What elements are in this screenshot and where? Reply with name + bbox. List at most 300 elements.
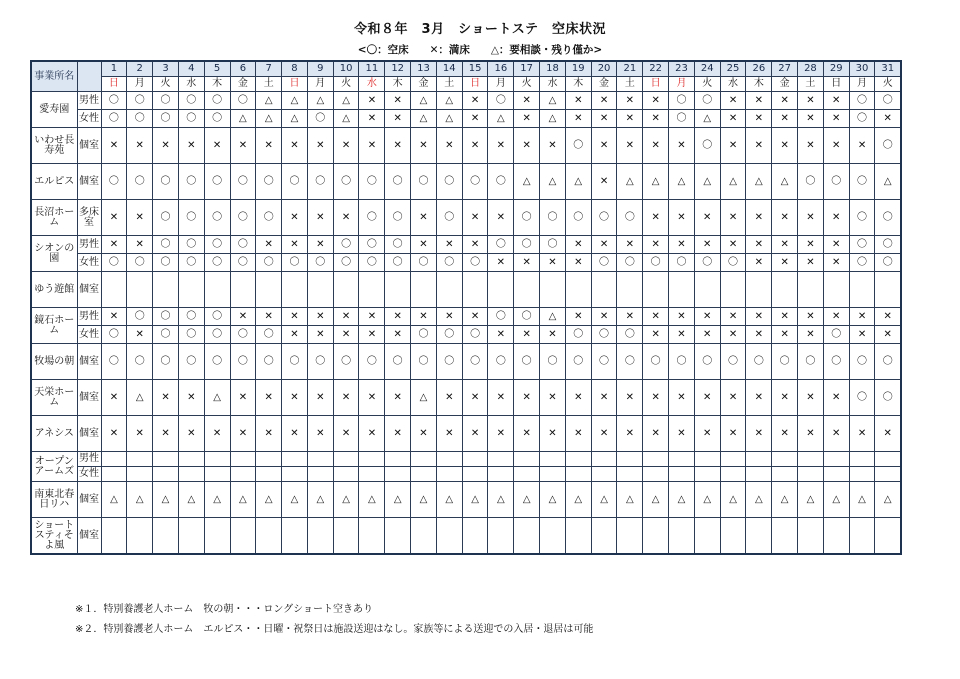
status-cell: ✕ [514, 326, 540, 344]
status-cell: ✕ [720, 200, 746, 236]
status-cell [823, 467, 849, 482]
status-cell [153, 467, 179, 482]
status-cell: 〇 [849, 236, 875, 254]
status-cell: ✕ [514, 110, 540, 128]
status-cell: 〇 [565, 128, 591, 164]
status-cell [204, 518, 230, 555]
status-cell [282, 452, 308, 467]
status-cell: ✕ [746, 380, 772, 416]
status-cell: ✕ [230, 380, 256, 416]
status-cell: ✕ [385, 416, 411, 452]
status-cell: △ [256, 110, 282, 128]
status-cell [256, 467, 282, 482]
day-header: 28 [798, 61, 824, 77]
status-cell [669, 272, 695, 308]
status-cell [101, 518, 127, 555]
status-cell: 〇 [230, 164, 256, 200]
status-cell: ✕ [411, 200, 437, 236]
status-cell: △ [694, 110, 720, 128]
status-cell: 〇 [849, 164, 875, 200]
status-cell: ✕ [798, 92, 824, 110]
status-cell: △ [411, 380, 437, 416]
status-cell: △ [204, 482, 230, 518]
status-cell: ✕ [462, 110, 488, 128]
status-cell: ✕ [488, 326, 514, 344]
status-cell: 〇 [849, 344, 875, 380]
status-cell: 〇 [153, 200, 179, 236]
weekday-header: 日 [823, 77, 849, 92]
day-header: 27 [772, 61, 798, 77]
facility-name: 天栄ホーム [31, 380, 77, 416]
status-cell: ✕ [436, 416, 462, 452]
status-cell: ✕ [462, 92, 488, 110]
status-cell: ✕ [823, 254, 849, 272]
status-cell: 〇 [436, 164, 462, 200]
status-cell [153, 452, 179, 467]
status-cell: ✕ [669, 236, 695, 254]
status-cell: ✕ [385, 326, 411, 344]
status-cell [230, 272, 256, 308]
status-cell [333, 518, 359, 555]
footnote-1: ※１．特別養護老人ホーム 牧の朝・・・ロングショート空きあり [75, 604, 373, 615]
status-cell: ✕ [282, 200, 308, 236]
status-cell: 〇 [720, 344, 746, 380]
status-cell: ✕ [565, 416, 591, 452]
status-cell: 〇 [204, 326, 230, 344]
status-cell: ✕ [694, 380, 720, 416]
room-type: 女性 [77, 110, 101, 128]
status-cell: 〇 [669, 92, 695, 110]
facility-row [31, 200, 901, 236]
status-cell: ✕ [540, 380, 566, 416]
status-cell: △ [540, 164, 566, 200]
status-cell [359, 452, 385, 467]
facility-name: 愛寿園 [31, 92, 77, 128]
status-cell [772, 452, 798, 467]
day-header: 9 [307, 61, 333, 77]
status-cell: ✕ [256, 236, 282, 254]
status-cell: 〇 [101, 326, 127, 344]
status-cell [514, 467, 540, 482]
status-cell: ✕ [849, 416, 875, 452]
facility-name: 長沼ホーム [31, 200, 77, 236]
weekday-header: 木 [385, 77, 411, 92]
status-cell: 〇 [875, 380, 901, 416]
weekday-header: 木 [746, 77, 772, 92]
status-cell: △ [230, 110, 256, 128]
status-cell: ✕ [720, 308, 746, 326]
status-cell: ✕ [488, 200, 514, 236]
status-cell: △ [153, 482, 179, 518]
status-cell: 〇 [230, 326, 256, 344]
status-cell: ✕ [591, 308, 617, 326]
status-cell: ✕ [849, 326, 875, 344]
status-cell [153, 518, 179, 555]
facility-row [31, 416, 901, 452]
status-cell: ✕ [307, 236, 333, 254]
day-header: 16 [488, 61, 514, 77]
day-header: 5 [204, 61, 230, 77]
status-cell: ✕ [746, 110, 772, 128]
status-cell: △ [669, 482, 695, 518]
facility-row [31, 308, 901, 326]
room-type: 女性 [77, 254, 101, 272]
status-cell: △ [436, 482, 462, 518]
status-cell: ✕ [204, 416, 230, 452]
status-cell: ✕ [591, 110, 617, 128]
status-cell: 〇 [849, 200, 875, 236]
status-cell: 〇 [153, 164, 179, 200]
status-cell [411, 518, 437, 555]
status-cell: 〇 [617, 344, 643, 380]
status-cell: ✕ [101, 128, 127, 164]
status-cell [436, 518, 462, 555]
status-cell: ✕ [101, 200, 127, 236]
status-cell: 〇 [359, 200, 385, 236]
status-cell: ✕ [411, 308, 437, 326]
status-cell: ✕ [772, 110, 798, 128]
day-header: 22 [643, 61, 669, 77]
status-cell [823, 452, 849, 467]
status-cell: ✕ [849, 308, 875, 326]
status-cell: △ [540, 110, 566, 128]
status-cell: △ [101, 482, 127, 518]
status-cell: △ [514, 482, 540, 518]
status-cell: 〇 [875, 254, 901, 272]
status-cell: ✕ [617, 128, 643, 164]
status-cell: ✕ [772, 326, 798, 344]
status-cell: ✕ [488, 380, 514, 416]
status-cell: 〇 [591, 254, 617, 272]
status-cell [669, 518, 695, 555]
status-cell: 〇 [849, 110, 875, 128]
status-cell: 〇 [101, 92, 127, 110]
status-cell: ✕ [746, 308, 772, 326]
status-cell: △ [694, 482, 720, 518]
status-cell [720, 272, 746, 308]
status-cell: ✕ [359, 110, 385, 128]
status-cell: △ [256, 92, 282, 110]
weekday-header: 金 [772, 77, 798, 92]
status-cell: ✕ [591, 236, 617, 254]
day-header: 23 [669, 61, 695, 77]
status-cell: ✕ [462, 380, 488, 416]
status-cell [798, 272, 824, 308]
status-cell [643, 272, 669, 308]
facility-header: 事業所名 [31, 61, 77, 92]
status-cell: ✕ [772, 92, 798, 110]
room-type: 男性 [77, 236, 101, 254]
status-cell: ✕ [823, 92, 849, 110]
status-cell: ✕ [359, 308, 385, 326]
status-cell [772, 272, 798, 308]
status-cell: ✕ [720, 326, 746, 344]
status-cell: ✕ [514, 128, 540, 164]
day-header: 13 [411, 61, 437, 77]
status-cell [617, 518, 643, 555]
status-cell: 〇 [333, 254, 359, 272]
status-cell [746, 518, 772, 555]
status-cell: ✕ [772, 254, 798, 272]
status-cell: 〇 [307, 344, 333, 380]
status-cell: ✕ [798, 236, 824, 254]
facility-name: 南東北春日リハ [31, 482, 77, 518]
day-header: 10 [333, 61, 359, 77]
room-type: 個室 [77, 482, 101, 518]
status-cell: 〇 [153, 110, 179, 128]
status-cell: △ [230, 482, 256, 518]
facility-name: ショートスティそよ風 [31, 518, 77, 555]
status-cell: 〇 [694, 128, 720, 164]
room-type: 個室 [77, 416, 101, 452]
status-cell: 〇 [823, 164, 849, 200]
status-cell: ✕ [385, 92, 411, 110]
status-cell [643, 452, 669, 467]
status-cell: ✕ [617, 110, 643, 128]
status-cell: 〇 [746, 344, 772, 380]
status-cell: ✕ [617, 380, 643, 416]
status-cell [153, 272, 179, 308]
facility-name: ゆう遊館 [31, 272, 77, 308]
status-cell: 〇 [669, 344, 695, 380]
status-cell [772, 467, 798, 482]
status-cell: 〇 [385, 254, 411, 272]
status-cell [798, 452, 824, 467]
header-row-weekdays [31, 77, 901, 92]
status-cell: 〇 [436, 200, 462, 236]
status-cell: △ [307, 482, 333, 518]
status-cell: △ [127, 482, 153, 518]
weekday-header: 土 [617, 77, 643, 92]
status-cell: ✕ [359, 380, 385, 416]
status-cell: 〇 [307, 164, 333, 200]
status-cell [875, 452, 901, 467]
status-cell [204, 272, 230, 308]
status-cell: 〇 [411, 344, 437, 380]
room-type: 女性 [77, 467, 101, 482]
status-cell: ✕ [720, 380, 746, 416]
weekday-header: 月 [488, 77, 514, 92]
status-cell [411, 272, 437, 308]
status-cell: ✕ [565, 236, 591, 254]
room-type: 個室 [77, 164, 101, 200]
status-cell [230, 467, 256, 482]
status-cell: 〇 [101, 254, 127, 272]
status-cell [436, 452, 462, 467]
status-cell: ✕ [669, 200, 695, 236]
day-header: 18 [540, 61, 566, 77]
status-cell [101, 272, 127, 308]
facility-row [31, 482, 901, 518]
facility-row [31, 110, 901, 128]
facility-name: 鏡石ホーム [31, 308, 77, 344]
status-cell: △ [772, 482, 798, 518]
status-cell: 〇 [204, 344, 230, 380]
status-cell [127, 518, 153, 555]
status-cell: ✕ [798, 110, 824, 128]
status-cell: ✕ [307, 128, 333, 164]
status-cell [591, 467, 617, 482]
status-cell [204, 467, 230, 482]
status-cell: 〇 [411, 254, 437, 272]
status-cell: ✕ [411, 416, 437, 452]
status-cell: ✕ [694, 326, 720, 344]
status-cell [514, 452, 540, 467]
status-cell [256, 518, 282, 555]
status-cell [359, 467, 385, 482]
status-cell: △ [488, 110, 514, 128]
status-cell: ✕ [204, 128, 230, 164]
status-cell: 〇 [230, 236, 256, 254]
status-cell: 〇 [204, 236, 230, 254]
status-cell: ✕ [617, 92, 643, 110]
status-cell: 〇 [178, 326, 204, 344]
status-cell: ✕ [798, 308, 824, 326]
day-header: 6 [230, 61, 256, 77]
status-cell: 〇 [204, 92, 230, 110]
status-cell: 〇 [694, 344, 720, 380]
status-cell [849, 452, 875, 467]
status-cell: 〇 [101, 164, 127, 200]
status-cell [823, 518, 849, 555]
status-cell: 〇 [514, 344, 540, 380]
status-cell: △ [127, 380, 153, 416]
status-cell: ✕ [462, 236, 488, 254]
weekday-header: 金 [591, 77, 617, 92]
status-cell: 〇 [153, 254, 179, 272]
status-cell: 〇 [359, 254, 385, 272]
status-cell: 〇 [385, 200, 411, 236]
status-cell: ✕ [282, 326, 308, 344]
status-cell: △ [617, 482, 643, 518]
weekday-header: 土 [256, 77, 282, 92]
status-cell: 〇 [669, 254, 695, 272]
status-cell [565, 467, 591, 482]
status-cell: ✕ [798, 380, 824, 416]
status-cell: ✕ [823, 416, 849, 452]
status-cell [307, 272, 333, 308]
status-cell: 〇 [204, 200, 230, 236]
status-cell [694, 452, 720, 467]
day-header: 15 [462, 61, 488, 77]
status-cell: 〇 [230, 200, 256, 236]
status-cell: ✕ [411, 128, 437, 164]
status-cell: △ [823, 482, 849, 518]
status-cell [875, 518, 901, 555]
status-cell: ✕ [540, 416, 566, 452]
status-cell [101, 467, 127, 482]
status-cell: ✕ [282, 380, 308, 416]
status-cell: ✕ [333, 416, 359, 452]
status-cell: ✕ [720, 92, 746, 110]
status-cell: △ [540, 308, 566, 326]
status-cell: △ [333, 92, 359, 110]
room-type: 男性 [77, 308, 101, 326]
status-cell: 〇 [178, 110, 204, 128]
status-cell: 〇 [591, 200, 617, 236]
status-cell: 〇 [153, 308, 179, 326]
day-header: 3 [153, 61, 179, 77]
status-cell: 〇 [204, 308, 230, 326]
status-cell: ✕ [385, 380, 411, 416]
status-cell: 〇 [798, 164, 824, 200]
status-cell: 〇 [462, 164, 488, 200]
weekday-header: 月 [127, 77, 153, 92]
status-cell: ✕ [101, 416, 127, 452]
status-cell: 〇 [178, 92, 204, 110]
status-cell: ✕ [694, 200, 720, 236]
status-cell: ✕ [720, 416, 746, 452]
status-cell [849, 518, 875, 555]
status-cell [307, 518, 333, 555]
status-cell [333, 467, 359, 482]
status-cell: 〇 [488, 308, 514, 326]
status-cell [488, 467, 514, 482]
status-cell: ✕ [746, 128, 772, 164]
status-cell [591, 518, 617, 555]
status-cell: 〇 [849, 92, 875, 110]
status-cell: 〇 [307, 110, 333, 128]
status-cell: 〇 [694, 254, 720, 272]
status-cell: ✕ [798, 200, 824, 236]
status-cell: ✕ [823, 128, 849, 164]
header-row-days [31, 61, 901, 77]
status-cell: ✕ [823, 236, 849, 254]
day-header: 12 [385, 61, 411, 77]
status-cell: ✕ [746, 200, 772, 236]
status-cell: △ [669, 164, 695, 200]
status-cell [178, 452, 204, 467]
status-cell: 〇 [488, 344, 514, 380]
status-cell: 〇 [514, 308, 540, 326]
status-cell: △ [282, 110, 308, 128]
status-cell: ✕ [307, 380, 333, 416]
weekday-header: 金 [230, 77, 256, 92]
day-header: 20 [591, 61, 617, 77]
weekday-header: 月 [669, 77, 695, 92]
status-cell: △ [436, 110, 462, 128]
facility-row [31, 236, 901, 254]
status-cell: ✕ [643, 128, 669, 164]
status-cell: ✕ [514, 416, 540, 452]
status-cell: ✕ [643, 92, 669, 110]
status-cell: △ [720, 164, 746, 200]
status-cell: ✕ [565, 308, 591, 326]
status-cell: 〇 [875, 236, 901, 254]
room-type: 個室 [77, 380, 101, 416]
status-cell [101, 452, 127, 467]
subtype-header [77, 61, 101, 92]
status-cell [204, 452, 230, 467]
status-cell: 〇 [153, 236, 179, 254]
status-cell: 〇 [256, 200, 282, 236]
status-cell [462, 467, 488, 482]
day-header: 4 [178, 61, 204, 77]
facility-row [31, 128, 901, 164]
status-cell [488, 272, 514, 308]
room-type: 個室 [77, 272, 101, 308]
status-cell: 〇 [436, 344, 462, 380]
facility-row [31, 452, 901, 467]
status-cell: 〇 [488, 92, 514, 110]
status-cell: 〇 [488, 164, 514, 200]
status-cell [178, 467, 204, 482]
day-header: 30 [849, 61, 875, 77]
status-cell [307, 467, 333, 482]
status-cell: ✕ [282, 308, 308, 326]
facility-name: シオンの園 [31, 236, 77, 272]
facility-row [31, 164, 901, 200]
